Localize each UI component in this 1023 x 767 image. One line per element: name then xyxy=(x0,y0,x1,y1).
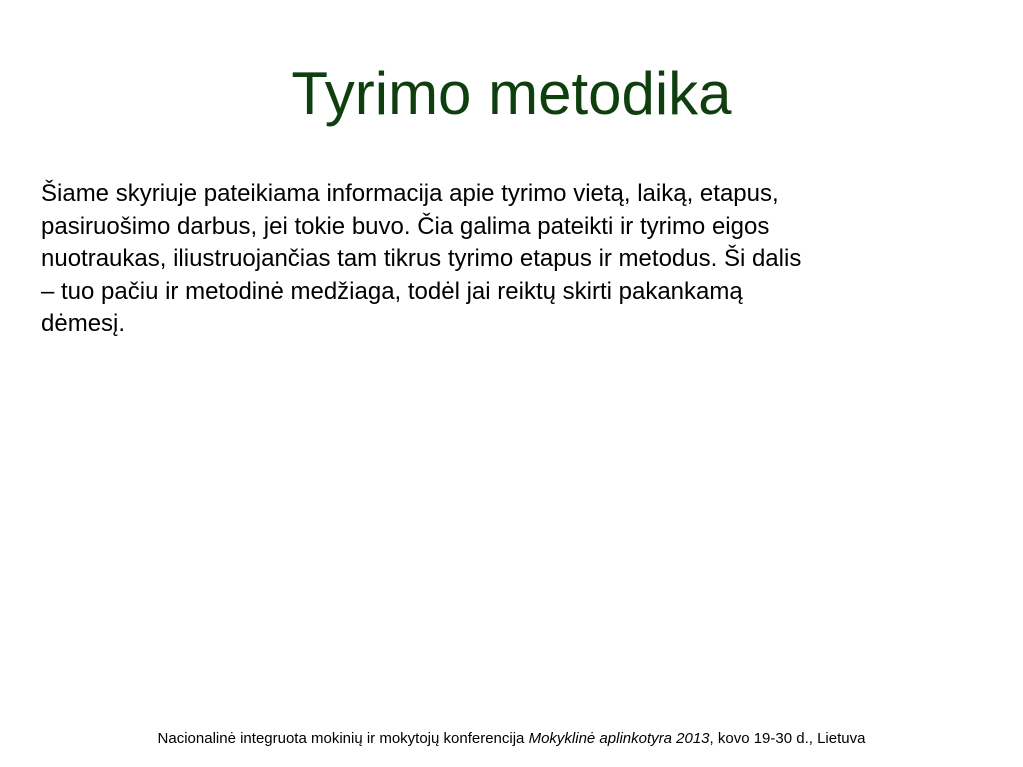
body-line: – tuo pačiu ir metodinė medžiaga, todėl jai reiktų skirti pakankamą xyxy=(41,277,743,305)
body-line: dėmesį. xyxy=(41,310,126,337)
body-line: pasiruošimo darbus, jei tokie buvo. Čia galima pateikti ir tyrimo eigos xyxy=(41,212,770,240)
slide-footer xyxy=(0,729,1023,749)
slide-body-text xyxy=(41,178,941,341)
footer-prefix: Nacionalinė integruota mokinių ir mokytojų konferencija xyxy=(157,730,529,747)
body-line: nuotraukas, iliustruojančias tam tikrus tyrimo etapus ir metodus. Ši dalis xyxy=(41,245,802,272)
footer-suffix: , kovo 19-30 d., Lietuva xyxy=(709,730,866,747)
footer-conference-name: Mokyklinė aplinkotyra 2013 xyxy=(528,730,710,747)
body-line: Šiame skyriuje pateikiama informacija apie tyrimo vietą, laiką, etapus, xyxy=(41,180,779,207)
slide-title: Tyrimo metodika xyxy=(291,60,732,127)
